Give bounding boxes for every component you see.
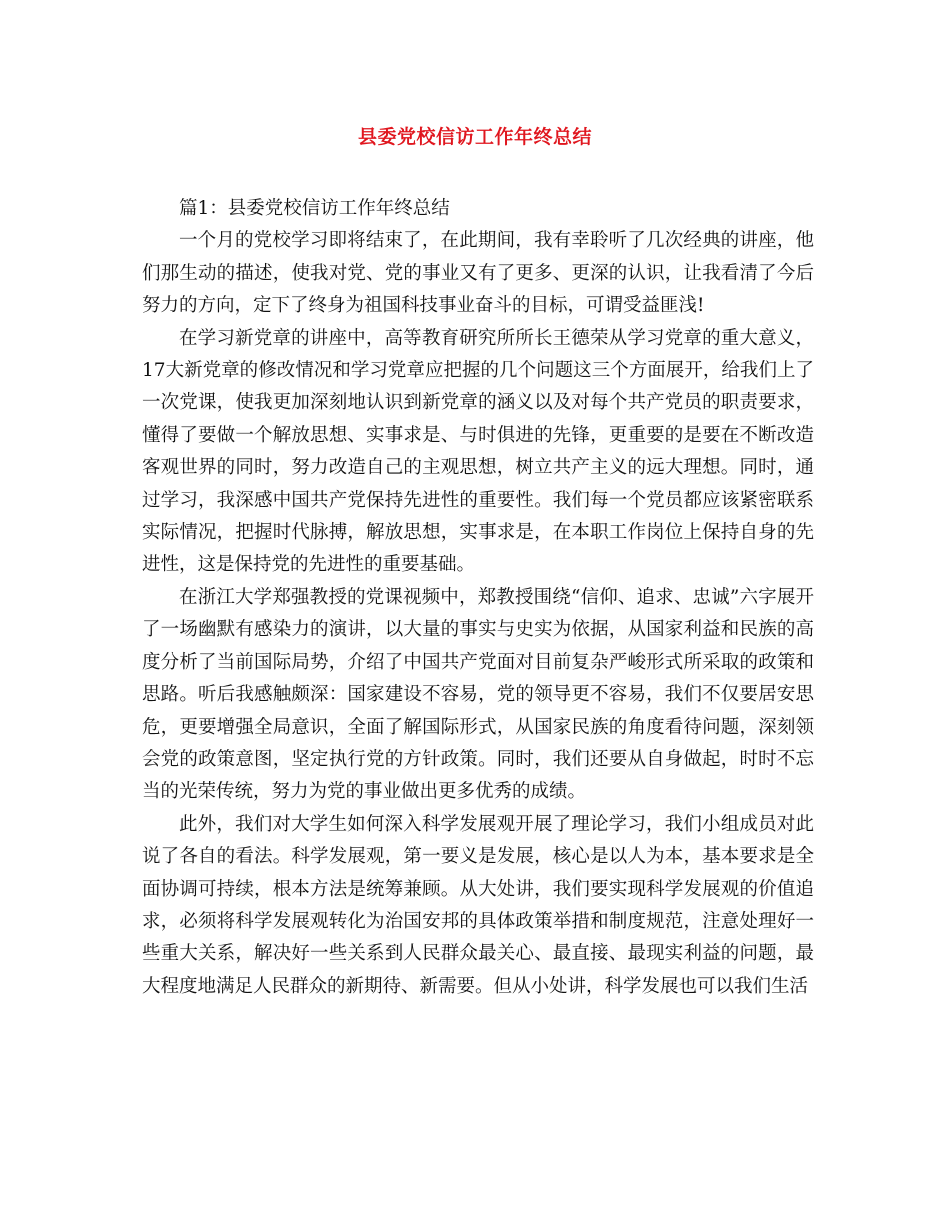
section-heading: 篇1：县委党校信访工作年终总结 [179, 198, 450, 219]
paragraph-party-constitution: 在学习新党章的讲座中，高等教育研究所所长王德荣从学习党章的重大意义，17大新党章的修改情况和学习党章应把握的几个问题这三个方面展开，给我们上了一次党课，使我更加深刻地认识到新党章的涵义以及对每个共产党员的职责要求，懂得了要做一个解放思想、实事求是、与时俱进的先锋，更重要的是要在不断改造客观世界的同时，努力改造自己的主观思想，树立共产主义的远大理想。同时，通过学习，我深感中国共产党保持先进性的重要性。我们每一个党员都应该紧密联系实际情况，把握时代脉搏，解放思想，实事求是，在本职工作岗位上保持自身的先进性，这是保持党的先进性的重要基础。 [142, 327, 814, 576]
paragraph-scientific-development: 此外，我们对大学生如何深入科学发展观开展了理论学习，我们小组成员对此说了各自的看法。科学发展观，第一要义是发展，核心是以人为本，基本要求是全面协调可持续，根本方法是统筹兼顾。从大处讲，我们要实现科学发展观的价值追求，必须将科学发展观转化为治国安邦的具体政策举措和制度规范，注意处理好一些重大关系，解决好一些关系到人民群众最关心、最直接、最现实利益的问题，最大程度地满足人民群众的新期待、新需要。但从小处讲，科学发展也可以我们生活 [142, 813, 814, 997]
paragraph-intro: 一个月的党校学习即将结束了，在此期间，我有幸聆听了几次经典的讲座，他们那生动的描述，使我对党、党的事业又有了更多、更深的认识，让我看清了今后努力的方向，定下了终身为祖国科技事业奋斗的目标，可谓受益匪浅! [142, 230, 814, 317]
paragraph-zheng-lecture: 在浙江大学郑强教授的党课视频中，郑教授围绕“信仰、追求、忠诚”六字展开了一场幽默有感染力的演讲，以大量的事实与史实为依据，从国家利益和民族的高度分析了当前国际局势，介绍了中国共产党面对目前复杂严峻形式所采取的政策和思路。听后我感触颇深：国家建设不容易，党的领导更不容易，我们不仅要居安思危，更要增强全局意识，全面了解国际形式，从国家民族的角度看待问题，深刻领会党的政策意图，坚定执行党的方针政策。同时，我们还要从自身做起，时时不忘当的光荣传统，努力为党的事业做出更多优秀的成绩。 [142, 586, 814, 803]
document-body [142, 193, 814, 1003]
document-title: 县委党校信访工作年终总结 [357, 126, 592, 148]
